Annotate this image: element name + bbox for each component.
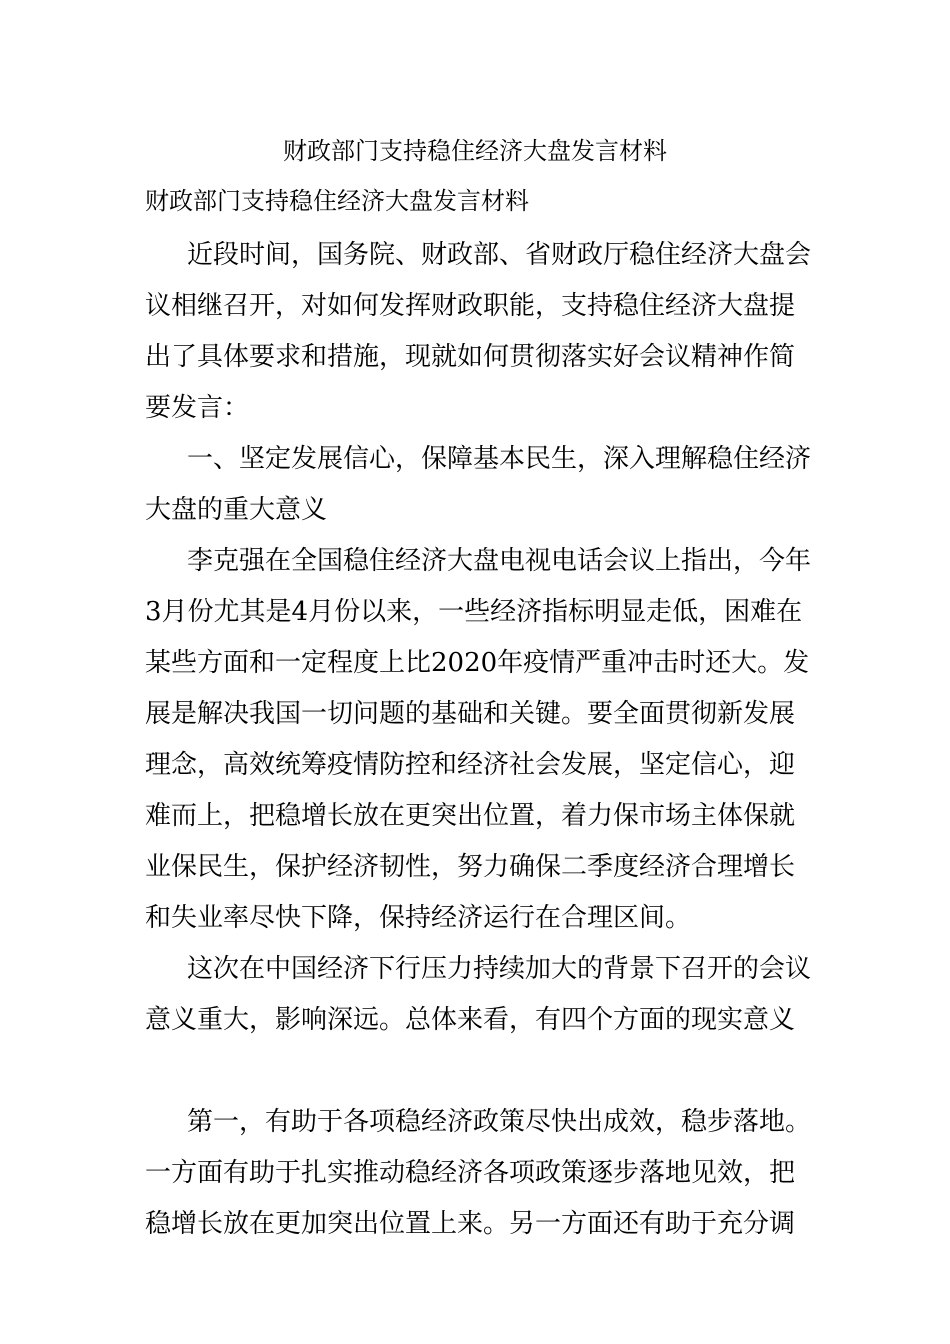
text-line: 近段时间，国务院、财政部、省财政厅稳住经济大盘会 bbox=[187, 240, 812, 270]
text-line: 稳增长放在更加突出位置上来。另一方面还有助于充分调 bbox=[145, 1209, 796, 1239]
text-line: 业保民生，保护经济韧性，努力确保二季度经济合理增长 bbox=[145, 852, 796, 882]
document-title: 财政部门支持稳住经济大盘发言材料 bbox=[283, 137, 667, 165]
text-line: 一、坚定发展信心，保障基本民生，深入理解稳住经济 bbox=[187, 444, 812, 474]
text-line: 出了具体要求和措施，现就如何贯彻落实好会议精神作简 bbox=[145, 342, 796, 372]
text-line: 第一，有助于各项稳经济政策尽快出成效，稳步落地。 bbox=[187, 1107, 812, 1137]
paragraph-first-point bbox=[145, 1097, 812, 1250]
text-line: 3月份尤其是4月份以来，一些经济指标明显走低，困难在 bbox=[145, 597, 803, 627]
section-heading-1 bbox=[145, 434, 812, 536]
text-line: 和失业率尽快下降，保持经济运行在合理区间。 bbox=[145, 903, 692, 933]
text-line: 难而上，把稳增长放在更突出位置，着力保市场主体保就 bbox=[145, 801, 796, 831]
text-line: 大盘的重大意义 bbox=[145, 495, 328, 525]
text-line: 这次在中国经济下行压力持续加大的背景下召开的会议 bbox=[187, 954, 812, 984]
document-subtitle: 财政部门支持稳住经济大盘发言材料 bbox=[145, 187, 529, 215]
paragraph-significance bbox=[145, 944, 812, 1046]
text-line: 李克强在全国稳住经济大盘电视电话会议上指出，今年 bbox=[187, 546, 812, 576]
text-line: 要发言： bbox=[145, 393, 250, 423]
text-line: 议相继召开，对如何发挥财政职能，支持稳住经济大盘提 bbox=[145, 291, 796, 321]
text-line: 意义重大，影响深远。总体来看，有四个方面的现实意义 bbox=[145, 1005, 796, 1035]
text-line: 一方面有助于扎实推动稳经济各项政策逐步落地见效，把 bbox=[145, 1158, 796, 1188]
document-body bbox=[145, 230, 812, 1250]
paragraph-intro bbox=[145, 230, 812, 434]
text-line: 理念，高效统筹疫情防控和经济社会发展，坚定信心，迎 bbox=[145, 750, 796, 780]
blank-line bbox=[145, 1046, 807, 1097]
text-line: 某些方面和一定程度上比2020年疫情严重冲击时还大。发 bbox=[145, 648, 810, 678]
paragraph-quote bbox=[145, 536, 812, 944]
text-line: 展是解决我国一切问题的基础和关键。要全面贯彻新发展 bbox=[145, 699, 796, 729]
